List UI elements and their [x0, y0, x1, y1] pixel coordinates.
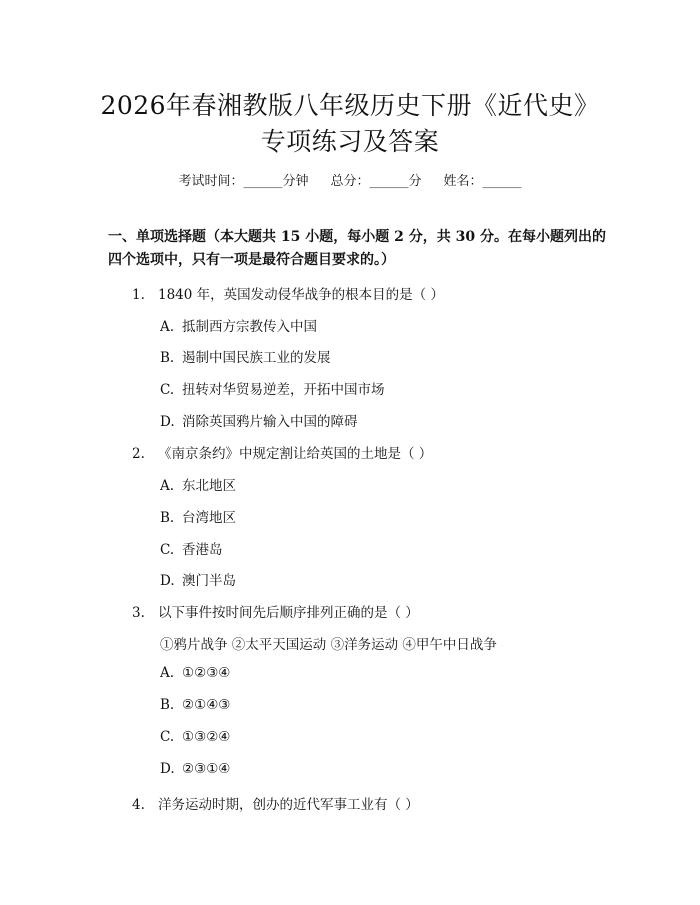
option-2a [160, 474, 236, 494]
document-title: 2026年春湘教版八年级历史下册《近代史》 [100, 91, 600, 120]
question-number: 4. [132, 797, 145, 813]
option-letter: A. [160, 319, 175, 335]
option-text: 抵制西方宗教传入中国 [182, 319, 317, 335]
question-4 [132, 793, 419, 813]
option-letter: B. [160, 697, 175, 713]
option-text: ②①④③ [182, 697, 231, 713]
option-letter: B. [160, 350, 175, 366]
question-text: 以下事件按时间先后顺序排列正确的是（ ） [158, 605, 419, 621]
section-heading: 一、单项选择题（本大题共 15 小题，每小题 2 分，共 30 分。在每小题列出的四个选项中，只有一项是最符合题目要求的。） [108, 229, 606, 268]
option-2c [160, 538, 223, 558]
option-letter: A. [160, 478, 175, 494]
question-text: 洋务运动时期，创办的近代军事工业有（ ） [158, 797, 419, 813]
question-1 [132, 283, 444, 303]
option-text: 东北地区 [182, 478, 236, 494]
question-text: 《南京条约》中规定割让给英国的土地是（ ） [158, 446, 433, 462]
option-text: 消除英国鸦片输入中国的障碍 [182, 414, 358, 430]
option-text: 香港岛 [182, 542, 223, 558]
option-text: 扭转对华贸易逆差，开拓中国市场 [182, 382, 385, 398]
question-number: 1. [132, 287, 145, 303]
option-letter: A. [160, 665, 175, 681]
option-letter: D. [160, 414, 175, 430]
option-letter: D. [160, 761, 175, 777]
option-3b [160, 697, 230, 713]
option-2b [160, 506, 236, 526]
option-letter: B. [160, 510, 175, 526]
option-letter: C. [160, 382, 175, 398]
option-text: ①③②④ [182, 729, 231, 745]
option-text: 台湾地区 [182, 510, 236, 526]
name-field: 姓名：______ [443, 174, 522, 189]
option-text: 澳门半岛 [182, 573, 236, 589]
option-letter: C. [160, 542, 175, 558]
option-letter: D. [160, 573, 175, 589]
question-2 [132, 442, 432, 462]
option-1b [160, 346, 331, 366]
exam-meta [0, 170, 700, 189]
document-subtitle: 专项练习及答案 [260, 127, 440, 156]
question-3 [132, 601, 419, 621]
option-3c [160, 729, 230, 745]
option-1a [160, 315, 317, 335]
option-text: ①②③④ [182, 665, 231, 681]
option-text: 遏制中国民族工业的发展 [182, 350, 331, 366]
option-text: ②③①④ [182, 761, 231, 777]
question-number: 3. [132, 605, 145, 621]
option-1d [160, 410, 358, 430]
question-3-stem: ①鸦片战争 ②太平天国运动 ③洋务运动 ④甲午中日战争 [160, 637, 497, 653]
exam-time-field: 考试时间：______分钟 [178, 174, 309, 189]
question-number: 2. [132, 446, 145, 462]
option-3d [160, 761, 230, 777]
total-score-field: 总分：______分 [330, 174, 422, 189]
question-text: 1840 年，英国发动侵华战争的根本目的是（ ） [158, 287, 444, 303]
option-letter: C. [160, 729, 175, 745]
option-1c [160, 378, 385, 398]
option-3a [160, 665, 230, 681]
option-2d [160, 569, 236, 589]
